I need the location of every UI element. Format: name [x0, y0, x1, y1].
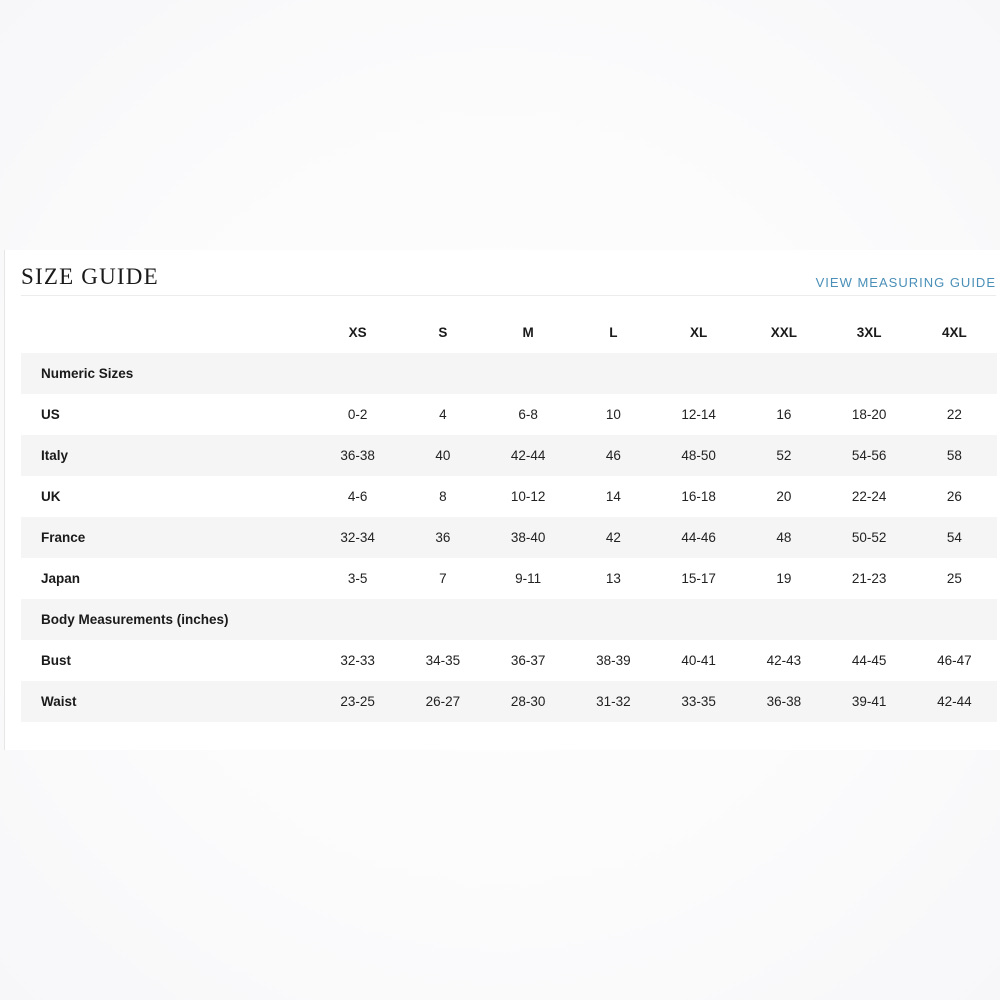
- table-cell: 40-41: [681, 653, 716, 668]
- table-cell: 42-44: [510, 448, 546, 463]
- column-header-xl: XL: [689, 325, 708, 340]
- row-label: Japan: [41, 571, 81, 586]
- column-header-m: M: [522, 325, 534, 340]
- table-cell: 46-47: [937, 653, 972, 668]
- table-cell: 10-12: [510, 489, 546, 504]
- table-cell: 4-6: [347, 489, 368, 504]
- table-cell: 44-45: [851, 653, 887, 668]
- size-guide-header: [21, 250, 996, 296]
- table-cell: 32-33: [340, 653, 375, 668]
- table-cell: 36-38: [766, 694, 802, 709]
- table-cell: 22-24: [851, 489, 887, 504]
- section-label: Body Measurements (inches): [41, 612, 229, 627]
- table-cell: 36-37: [510, 653, 546, 668]
- table-cell: 26: [946, 489, 962, 504]
- table-cell: 54-56: [851, 448, 887, 463]
- table-cell: 36: [435, 530, 451, 545]
- table-cell: 23-25: [340, 694, 375, 709]
- column-header-s: S: [438, 325, 448, 340]
- table-cell: 0-2: [347, 407, 368, 422]
- column-header-l: L: [609, 325, 618, 340]
- row-label: US: [41, 407, 60, 422]
- table-cell: 6-8: [518, 407, 538, 422]
- column-header-4xl: 4XL: [941, 325, 967, 340]
- view-measuring-guide-link[interactable]: VIEW MEASURING GUIDE: [815, 275, 996, 290]
- table-cell: 39-41: [851, 694, 887, 709]
- row-label: UK: [41, 489, 61, 504]
- table-cell: 22: [946, 407, 962, 422]
- table-cell: 14: [605, 489, 621, 504]
- table-cell: 7: [439, 571, 447, 586]
- table-cell: 48: [776, 530, 792, 545]
- page-title: SIZE GUIDE: [21, 264, 159, 289]
- table-cell: 16: [776, 407, 792, 422]
- table-row-uk: [21, 476, 997, 517]
- table-cell: 42: [605, 530, 621, 545]
- table-row-bust: [21, 640, 997, 681]
- table-cell: 48-50: [681, 448, 716, 463]
- table-cell: 46: [605, 448, 621, 463]
- table-cell: 34-35: [425, 653, 461, 668]
- section-label: Numeric Sizes: [41, 366, 134, 381]
- table-cell: 16-18: [681, 489, 716, 504]
- table-cell: 42-44: [937, 694, 972, 709]
- row-label: France: [41, 530, 86, 545]
- table-cell: 58: [946, 448, 962, 463]
- table-cell: 10: [605, 407, 621, 422]
- table-cell: 9-11: [515, 571, 542, 586]
- table-cell: 32-34: [340, 530, 375, 545]
- table-cell: 8: [439, 489, 447, 504]
- table-row-italy: [21, 435, 997, 476]
- row-label: Italy: [41, 448, 69, 463]
- table-cell: 20: [776, 489, 792, 504]
- table-header-row: [21, 312, 997, 353]
- table-cell: 25: [946, 571, 962, 586]
- table-cell: 3-5: [347, 571, 368, 586]
- row-label: Bust: [41, 653, 71, 668]
- table-cell: 15-17: [681, 571, 716, 586]
- table-cell: 21-23: [851, 571, 887, 586]
- section-row-numeric-sizes: [21, 353, 997, 394]
- row-label: Waist: [41, 694, 77, 709]
- section-row-body-measurements: [21, 599, 997, 640]
- table-cell: 50-52: [851, 530, 887, 545]
- table-row-waist: [21, 681, 997, 722]
- table-cell: 33-35: [681, 694, 716, 709]
- table-cell: 18-20: [851, 407, 887, 422]
- table-row-japan: [21, 558, 997, 599]
- table-cell: 13: [605, 571, 621, 586]
- table-cell: 19: [776, 571, 792, 586]
- table-cell: 54: [946, 530, 962, 545]
- table-cell: 38-40: [510, 530, 546, 545]
- table-cell: 28-30: [510, 694, 546, 709]
- size-guide-panel: [4, 250, 1000, 750]
- table-cell: 38-39: [596, 653, 631, 668]
- column-header-xxl: XXL: [770, 325, 797, 340]
- table-row-france: [21, 517, 997, 558]
- column-header-xs: XS: [348, 325, 367, 340]
- table-cell: 31-32: [596, 694, 631, 709]
- table-cell: 12-14: [681, 407, 716, 422]
- table-cell: 36-38: [340, 448, 375, 463]
- table-cell: 4: [439, 407, 447, 422]
- size-table: [21, 312, 997, 722]
- table-cell: 44-46: [681, 530, 716, 545]
- table-cell: 42-43: [766, 653, 802, 668]
- table-cell: 52: [776, 448, 792, 463]
- table-row-us: [21, 394, 997, 435]
- column-header-3xl: 3XL: [856, 325, 882, 340]
- table-cell: 26-27: [425, 694, 461, 709]
- table-cell: 40: [435, 448, 451, 463]
